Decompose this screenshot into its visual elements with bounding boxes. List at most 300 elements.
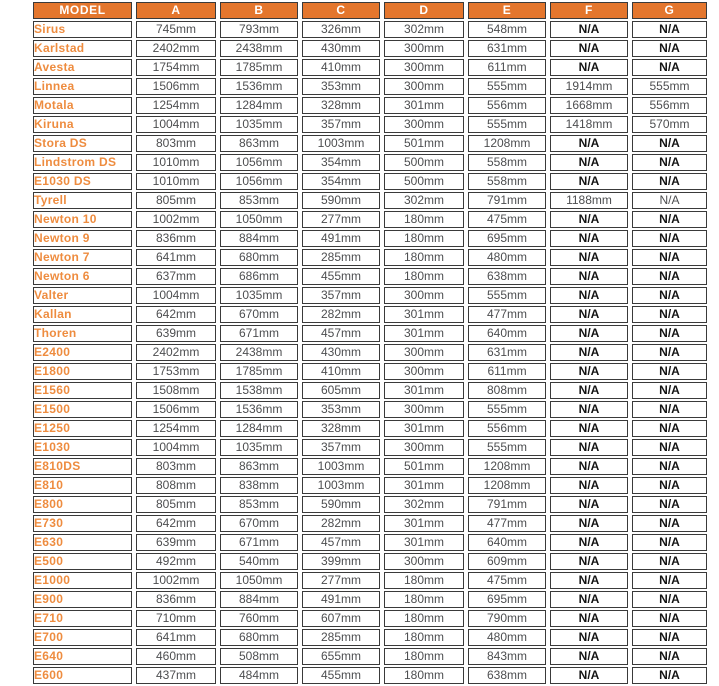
dimension-value: 300mm xyxy=(384,287,464,304)
model-name: E1800 xyxy=(33,363,132,380)
table-row xyxy=(33,287,707,304)
dimension-value: 671mm xyxy=(220,325,298,342)
dimension-value: 808mm xyxy=(468,382,546,399)
dimension-value: 2402mm xyxy=(136,40,216,57)
dimension-value: 555mm xyxy=(468,401,546,418)
table-row xyxy=(33,59,707,76)
dimension-value: 641mm xyxy=(136,249,216,266)
model-name: E1250 xyxy=(33,420,132,437)
dimension-value: 686mm xyxy=(220,268,298,285)
dimension-value: 548mm xyxy=(468,21,546,38)
dimension-value: N/A xyxy=(632,477,707,494)
dimension-value: 455mm xyxy=(302,667,380,684)
dimension-value: 180mm xyxy=(384,211,464,228)
dimension-value: N/A xyxy=(550,648,628,665)
dimension-value: 1003mm xyxy=(302,477,380,494)
model-name: E1560 xyxy=(33,382,132,399)
dimension-value: 500mm xyxy=(384,154,464,171)
dimension-value: 302mm xyxy=(384,192,464,209)
table-row xyxy=(33,173,707,190)
dimension-value: N/A xyxy=(632,59,707,76)
dimension-value: 282mm xyxy=(302,306,380,323)
dimension-value: 301mm xyxy=(384,420,464,437)
dimension-value: 500mm xyxy=(384,173,464,190)
table-row xyxy=(33,629,707,646)
dimension-value: 1753mm xyxy=(136,363,216,380)
header-row xyxy=(33,2,707,19)
dimension-value: 300mm xyxy=(384,553,464,570)
dimension-value: N/A xyxy=(632,363,707,380)
dimension-value: 1010mm xyxy=(136,173,216,190)
dimension-value: 570mm xyxy=(632,116,707,133)
dimension-value: N/A xyxy=(550,287,628,304)
model-name: E1500 xyxy=(33,401,132,418)
dimension-value: N/A xyxy=(550,268,628,285)
dimension-value: 357mm xyxy=(302,439,380,456)
model-name: E640 xyxy=(33,648,132,665)
dimension-value: 430mm xyxy=(302,344,380,361)
dimension-value: 180mm xyxy=(384,249,464,266)
table-row xyxy=(33,78,707,95)
table-row xyxy=(33,401,707,418)
dimension-value: 285mm xyxy=(302,629,380,646)
dimension-value: 1050mm xyxy=(220,211,298,228)
dimension-value: N/A xyxy=(550,553,628,570)
dimension-value: 695mm xyxy=(468,591,546,608)
dimension-value: 555mm xyxy=(632,78,707,95)
table-row xyxy=(33,154,707,171)
dimension-value: N/A xyxy=(550,230,628,247)
model-name: E1030 xyxy=(33,439,132,456)
dimension-value: N/A xyxy=(632,591,707,608)
dimension-value: 1035mm xyxy=(220,439,298,456)
dimension-value: N/A xyxy=(632,439,707,456)
dimension-value: N/A xyxy=(550,496,628,513)
dimension-value: N/A xyxy=(632,515,707,532)
dimension-value: N/A xyxy=(550,629,628,646)
dimension-value: 180mm xyxy=(384,629,464,646)
dimension-value: 803mm xyxy=(136,458,216,475)
table-row xyxy=(33,116,707,133)
dimension-value: 457mm xyxy=(302,325,380,342)
dimension-value: 836mm xyxy=(136,591,216,608)
dimension-value: 1284mm xyxy=(220,97,298,114)
dimension-value: N/A xyxy=(550,59,628,76)
model-name: E1000 xyxy=(33,572,132,589)
table-row xyxy=(33,21,707,38)
dimension-value: N/A xyxy=(632,382,707,399)
dimension-value: 556mm xyxy=(468,97,546,114)
table-row xyxy=(33,325,707,342)
dimension-value: 838mm xyxy=(220,477,298,494)
dimension-value: N/A xyxy=(550,249,628,266)
dimension-value: 437mm xyxy=(136,667,216,684)
model-name: E2400 xyxy=(33,344,132,361)
table-row xyxy=(33,648,707,665)
model-name: E600 xyxy=(33,667,132,684)
dimension-value: 301mm xyxy=(384,382,464,399)
table-row xyxy=(33,610,707,627)
dimension-value: 1004mm xyxy=(136,287,216,304)
dimension-value: N/A xyxy=(632,192,707,209)
table-row xyxy=(33,439,707,456)
dimension-value: 300mm xyxy=(384,116,464,133)
dimension-value: 670mm xyxy=(220,515,298,532)
dimension-value: N/A xyxy=(632,268,707,285)
dimension-value: 695mm xyxy=(468,230,546,247)
column-header-e: E xyxy=(468,2,546,19)
dimension-value: 638mm xyxy=(468,667,546,684)
dimension-value: 671mm xyxy=(220,534,298,551)
dimension-value: 353mm xyxy=(302,401,380,418)
dimension-value: 1254mm xyxy=(136,420,216,437)
column-header-model: MODEL xyxy=(33,2,132,19)
dimension-value: N/A xyxy=(550,344,628,361)
dimension-value: N/A xyxy=(550,610,628,627)
model-name: E630 xyxy=(33,534,132,551)
dimension-value: 863mm xyxy=(220,458,298,475)
model-name: E730 xyxy=(33,515,132,532)
model-name: E500 xyxy=(33,553,132,570)
dimension-value: N/A xyxy=(632,154,707,171)
table-row xyxy=(33,97,707,114)
model-name: E700 xyxy=(33,629,132,646)
dimension-value: 1785mm xyxy=(220,59,298,76)
dimension-value: N/A xyxy=(632,553,707,570)
dimension-value: 853mm xyxy=(220,192,298,209)
dimension-value: N/A xyxy=(632,572,707,589)
dimension-value: 484mm xyxy=(220,667,298,684)
model-name: Newton 10 xyxy=(33,211,132,228)
dimension-value: N/A xyxy=(632,534,707,551)
column-header-d: D xyxy=(384,2,464,19)
model-name: Newton 9 xyxy=(33,230,132,247)
dimension-value: 353mm xyxy=(302,78,380,95)
dimension-value: N/A xyxy=(632,344,707,361)
dimension-value: 455mm xyxy=(302,268,380,285)
dimension-value: 301mm xyxy=(384,534,464,551)
column-header-g: G xyxy=(632,2,707,19)
dimension-value: 180mm xyxy=(384,610,464,627)
dimension-value: 410mm xyxy=(302,363,380,380)
dimension-value: 631mm xyxy=(468,344,546,361)
dimension-value: 641mm xyxy=(136,629,216,646)
table-row xyxy=(33,363,707,380)
dimension-value: 558mm xyxy=(468,154,546,171)
model-name: E810 xyxy=(33,477,132,494)
dimension-value: 642mm xyxy=(136,306,216,323)
dimension-value: 180mm xyxy=(384,268,464,285)
model-name: Sirus xyxy=(33,21,132,38)
dimension-value: N/A xyxy=(632,420,707,437)
dimension-value: 1506mm xyxy=(136,78,216,95)
dimension-value: 638mm xyxy=(468,268,546,285)
dimension-value: 301mm xyxy=(384,306,464,323)
dimension-value: 1002mm xyxy=(136,211,216,228)
dimension-value: 639mm xyxy=(136,534,216,551)
dimension-value: 357mm xyxy=(302,287,380,304)
dimension-value: 642mm xyxy=(136,515,216,532)
dimension-value: 637mm xyxy=(136,268,216,285)
model-name: Stora DS xyxy=(33,135,132,152)
dimension-value: 611mm xyxy=(468,363,546,380)
dimension-value: 1506mm xyxy=(136,401,216,418)
table-row xyxy=(33,211,707,228)
dimension-value: 480mm xyxy=(468,249,546,266)
dimension-value: 180mm xyxy=(384,230,464,247)
table-row xyxy=(33,382,707,399)
dimension-value: N/A xyxy=(550,382,628,399)
dimension-value: 1508mm xyxy=(136,382,216,399)
dimension-value: 180mm xyxy=(384,591,464,608)
dimension-value: 326mm xyxy=(302,21,380,38)
model-name: Motala xyxy=(33,97,132,114)
dimension-value: 555mm xyxy=(468,287,546,304)
model-name: Lindstrom DS xyxy=(33,154,132,171)
dimension-value: 508mm xyxy=(220,648,298,665)
dimension-value: 808mm xyxy=(136,477,216,494)
dimension-value: 670mm xyxy=(220,306,298,323)
table-row xyxy=(33,249,707,266)
table-row xyxy=(33,572,707,589)
dimension-value: N/A xyxy=(632,458,707,475)
dimension-value: 1208mm xyxy=(468,135,546,152)
model-name: E800 xyxy=(33,496,132,513)
dimension-value: 790mm xyxy=(468,610,546,627)
column-header-a: A xyxy=(136,2,216,19)
dimension-value: N/A xyxy=(632,287,707,304)
dimension-value: N/A xyxy=(550,515,628,532)
dimension-value: 1785mm xyxy=(220,363,298,380)
dimension-value: 843mm xyxy=(468,648,546,665)
dimension-value: 180mm xyxy=(384,667,464,684)
dimension-value: 1003mm xyxy=(302,135,380,152)
dimension-value: 1754mm xyxy=(136,59,216,76)
column-header-f: F xyxy=(550,2,628,19)
dimension-value: 863mm xyxy=(220,135,298,152)
dimension-value: N/A xyxy=(550,401,628,418)
dimension-value: 1002mm xyxy=(136,572,216,589)
dimension-value: 300mm xyxy=(384,439,464,456)
dimension-value: N/A xyxy=(550,439,628,456)
model-name: E900 xyxy=(33,591,132,608)
model-name: Tyrell xyxy=(33,192,132,209)
dimension-value: 1056mm xyxy=(220,154,298,171)
dimension-value: 710mm xyxy=(136,610,216,627)
dimension-value: 354mm xyxy=(302,154,380,171)
dimension-value: 301mm xyxy=(384,515,464,532)
dimension-value: 609mm xyxy=(468,553,546,570)
dimension-value: 805mm xyxy=(136,192,216,209)
dimension-value: 501mm xyxy=(384,135,464,152)
dimension-value: N/A xyxy=(550,591,628,608)
dimension-value: 555mm xyxy=(468,439,546,456)
dimension-value: 1254mm xyxy=(136,97,216,114)
dimension-value: 300mm xyxy=(384,401,464,418)
dimension-value: 460mm xyxy=(136,648,216,665)
model-name: E810DS xyxy=(33,458,132,475)
dimension-value: 301mm xyxy=(384,325,464,342)
dimension-value: 328mm xyxy=(302,97,380,114)
table-row-partial xyxy=(33,667,707,684)
dimension-value: 491mm xyxy=(302,230,380,247)
dimension-value: 277mm xyxy=(302,572,380,589)
dimension-value: 2438mm xyxy=(220,40,298,57)
dimension-value: 300mm xyxy=(384,40,464,57)
dimension-value: 590mm xyxy=(302,192,380,209)
dimension-value: N/A xyxy=(550,306,628,323)
model-name: Kallan xyxy=(33,306,132,323)
dimension-value: 1035mm xyxy=(220,287,298,304)
dimension-value: 1003mm xyxy=(302,458,380,475)
model-name: Karlstad xyxy=(33,40,132,57)
dimension-value: 1536mm xyxy=(220,401,298,418)
dimension-value: 607mm xyxy=(302,610,380,627)
dimension-value: 1284mm xyxy=(220,420,298,437)
dimension-value: 302mm xyxy=(384,21,464,38)
dimension-value: 555mm xyxy=(468,78,546,95)
table-row xyxy=(33,344,707,361)
table-row xyxy=(33,192,707,209)
dimension-value: 853mm xyxy=(220,496,298,513)
dimension-value: 1004mm xyxy=(136,439,216,456)
table-body xyxy=(33,21,707,684)
model-name: Avesta xyxy=(33,59,132,76)
dimension-value: 611mm xyxy=(468,59,546,76)
dimension-value: 477mm xyxy=(468,515,546,532)
dimension-value: N/A xyxy=(632,648,707,665)
table-row xyxy=(33,420,707,437)
dimension-value: 1010mm xyxy=(136,154,216,171)
dimension-value: N/A xyxy=(550,40,628,57)
dimension-value: 680mm xyxy=(220,249,298,266)
dimension-value: N/A xyxy=(632,211,707,228)
dimension-value: 300mm xyxy=(384,363,464,380)
dimension-value: 631mm xyxy=(468,40,546,57)
dimension-value: N/A xyxy=(632,21,707,38)
table-row xyxy=(33,496,707,513)
dimension-value: N/A xyxy=(632,249,707,266)
model-name: E1030 DS xyxy=(33,173,132,190)
dimension-value: 302mm xyxy=(384,496,464,513)
dimension-value: 558mm xyxy=(468,173,546,190)
dimension-value: N/A xyxy=(550,667,628,684)
table-row xyxy=(33,591,707,608)
dimension-value: 655mm xyxy=(302,648,380,665)
dimension-value: 803mm xyxy=(136,135,216,152)
dimension-value: 475mm xyxy=(468,211,546,228)
dimension-value: 301mm xyxy=(384,97,464,114)
dimension-value: 1668mm xyxy=(550,97,628,114)
column-header-b: B xyxy=(220,2,298,19)
dimension-value: 282mm xyxy=(302,515,380,532)
dimension-value: 300mm xyxy=(384,78,464,95)
dimension-value: 430mm xyxy=(302,40,380,57)
dimension-value: 492mm xyxy=(136,553,216,570)
dimension-value: 1004mm xyxy=(136,116,216,133)
dimension-value: 1188mm xyxy=(550,192,628,209)
model-name: E710 xyxy=(33,610,132,627)
model-name: Kiruna xyxy=(33,116,132,133)
dimension-value: 285mm xyxy=(302,249,380,266)
dimension-value: 501mm xyxy=(384,458,464,475)
dimension-value: 410mm xyxy=(302,59,380,76)
table-row xyxy=(33,230,707,247)
dimension-value: 1208mm xyxy=(468,458,546,475)
dimension-value: 791mm xyxy=(468,192,546,209)
dimension-value: 357mm xyxy=(302,116,380,133)
dimension-value: 491mm xyxy=(302,591,380,608)
model-name: Linnea xyxy=(33,78,132,95)
dimension-value: N/A xyxy=(550,173,628,190)
dimension-value: N/A xyxy=(550,477,628,494)
dimension-value: 2402mm xyxy=(136,344,216,361)
dimension-value: 328mm xyxy=(302,420,380,437)
dimension-value: N/A xyxy=(550,135,628,152)
dimension-value: N/A xyxy=(550,21,628,38)
table-row xyxy=(33,458,707,475)
dimension-value: 540mm xyxy=(220,553,298,570)
dimension-value: 793mm xyxy=(220,21,298,38)
model-name: Newton 6 xyxy=(33,268,132,285)
dimension-value: N/A xyxy=(632,135,707,152)
dimension-value: N/A xyxy=(550,534,628,551)
dimension-value: 1914mm xyxy=(550,78,628,95)
dimension-value: 1056mm xyxy=(220,173,298,190)
dimension-value: 2438mm xyxy=(220,344,298,361)
dimension-value: N/A xyxy=(632,496,707,513)
dimension-value: N/A xyxy=(550,363,628,380)
dimension-value: N/A xyxy=(632,40,707,57)
dimension-value: 1418mm xyxy=(550,116,628,133)
dimension-value: 884mm xyxy=(220,591,298,608)
model-name: Valter xyxy=(33,287,132,304)
column-header-c: C xyxy=(302,2,380,19)
dimension-value: 639mm xyxy=(136,325,216,342)
table-row xyxy=(33,40,707,57)
dimension-value: N/A xyxy=(550,420,628,437)
dimension-value: N/A xyxy=(550,325,628,342)
dimension-value: N/A xyxy=(632,610,707,627)
dimension-value: 477mm xyxy=(468,306,546,323)
dimension-value: 180mm xyxy=(384,648,464,665)
dimension-value: 556mm xyxy=(632,97,707,114)
dimension-value: N/A xyxy=(632,230,707,247)
spec-table-container xyxy=(29,0,711,686)
dimension-value: 300mm xyxy=(384,344,464,361)
dimension-value: 760mm xyxy=(220,610,298,627)
dimension-value: 805mm xyxy=(136,496,216,513)
dimension-value: N/A xyxy=(632,629,707,646)
dimension-value: N/A xyxy=(550,572,628,589)
dimension-value: 301mm xyxy=(384,477,464,494)
dimension-value: 300mm xyxy=(384,59,464,76)
dimension-value: 884mm xyxy=(220,230,298,247)
dimension-value: N/A xyxy=(632,401,707,418)
model-name: Newton 7 xyxy=(33,249,132,266)
dimension-value: 680mm xyxy=(220,629,298,646)
dimension-value: 180mm xyxy=(384,572,464,589)
table-row xyxy=(33,534,707,551)
dimension-value: 640mm xyxy=(468,534,546,551)
dimension-value: 475mm xyxy=(468,572,546,589)
dimension-value: 1208mm xyxy=(468,477,546,494)
dimension-value: 277mm xyxy=(302,211,380,228)
dimension-value: 1035mm xyxy=(220,116,298,133)
dimension-value: 605mm xyxy=(302,382,380,399)
dimension-value: N/A xyxy=(632,306,707,323)
dimension-value: 791mm xyxy=(468,496,546,513)
